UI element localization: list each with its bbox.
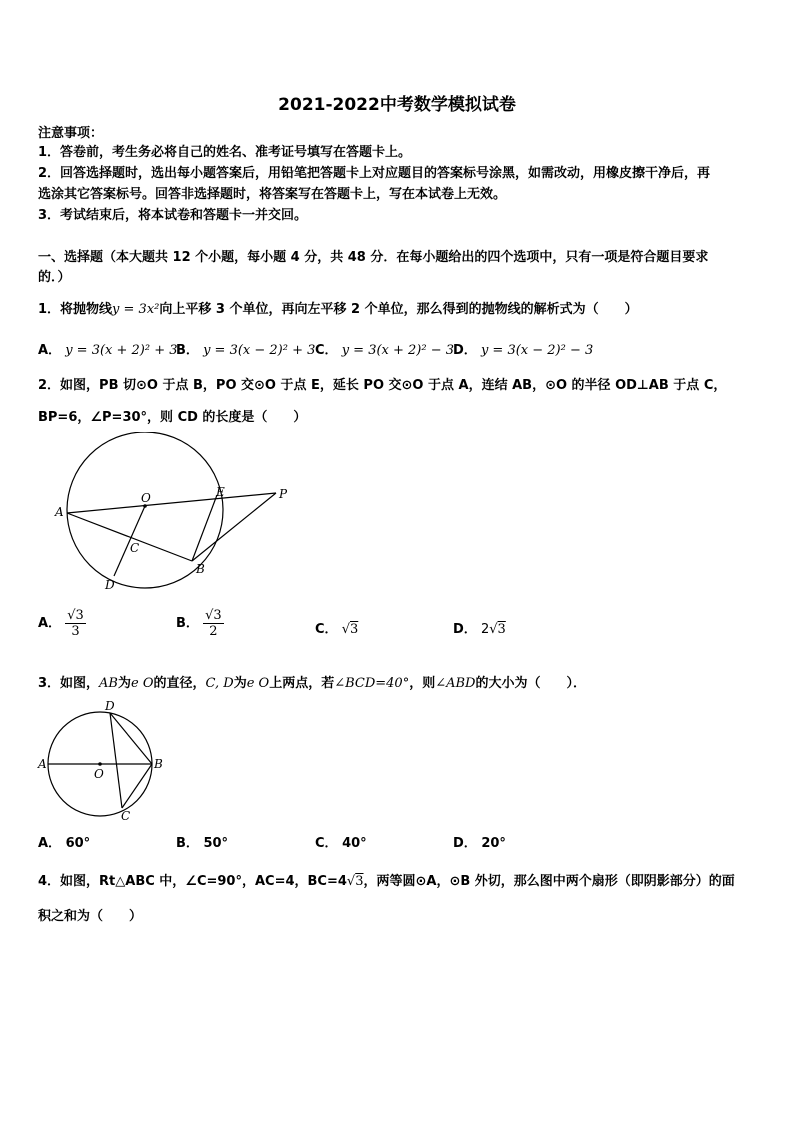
q2-option-a: A． $\frac{√3}{3}$	[38, 608, 84, 639]
q2-label-b: B	[196, 562, 205, 576]
question-2-stem-cont: BP=6，∠P=30°，则 CD 的长度是（ ）	[38, 410, 307, 425]
q2-figure	[50, 432, 300, 594]
notice-heading: 注意事项：	[38, 126, 104, 141]
question-1-stem	[38, 298, 638, 317]
notice-item-2-cont: 选涂其它答案标号。回答非选择题时，将答案写在答题卡上，写在本试卷上无效。	[38, 187, 507, 202]
q3-label-a: A	[38, 757, 47, 771]
q3-option-b: B． 50°	[176, 836, 229, 851]
question-4-stem-cont: 积之和为（ ）	[38, 909, 143, 924]
q1-post: 向上平移 3 个单位，再向左平移 2 个单位，那么得到的抛物线的解析式为（ ）	[159, 302, 638, 317]
q1-expr: y = 3x²	[112, 302, 160, 317]
q3-label-o: O	[94, 767, 104, 781]
q2-label-e: E	[216, 485, 225, 499]
q3-label-d: D	[105, 699, 115, 713]
section1-heading: 一、选择题（本大题共 12 个小题，每小题 4 分，共 48 分．在每小题给出的四个选项中，只有一项是符合题目要求	[38, 250, 709, 265]
q3-option-c: C． 40°	[315, 836, 367, 851]
q1-pre: 1．将抛物线	[38, 302, 113, 317]
question-4-stem: 4．如图，Rt△ABC 中，∠C=90°，AC=4，BC=4√3，两等圆⊙A，⊙B 外切，那么图中两个扇形（即阴影部分）的面	[38, 874, 735, 889]
q2-option-b: B． $\frac{√3}{2}$	[176, 608, 222, 639]
q1-option-a: A． y = 3(x + 2)² + 3	[38, 343, 178, 358]
q3-center-dot	[98, 762, 102, 766]
q1-option-c: C． y = 3(x + 2)² − 3	[315, 343, 455, 358]
q2-line-ap	[67, 493, 276, 513]
q3-label-c: C	[121, 809, 131, 823]
q3-option-a: A． 60°	[38, 836, 91, 851]
q3-line-dc	[110, 713, 122, 808]
q3-label-b: B	[154, 757, 163, 771]
q2-label-d: D	[105, 578, 115, 592]
question-2-stem: 2．如图，PB 切⊙O 于点 B，PO 交⊙O 于点 E，延长 PO 交⊙O 于点 A，连结 AB，⊙O 的半径 OD⊥AB 于点 C，	[38, 378, 727, 393]
q2-label-o: O	[141, 491, 151, 505]
question-3-stem: 3．如图，AB为e O的直径，C, D为e O上两点，若∠BCD=40°，则∠ABD的大小为（ ）．	[38, 676, 586, 691]
section1-heading-cont: 的．）	[38, 270, 71, 285]
q1-option-d: D． y = 3(x − 2)² − 3	[453, 343, 594, 358]
q2-option-c: C． √3	[315, 622, 359, 637]
notice-item-3: 3．考试结束后，将本试卷和答题卡一并交回。	[38, 208, 308, 223]
page-title: 2021-2022中考数学模拟试卷	[278, 95, 516, 115]
q3-figure	[35, 698, 170, 826]
q2-option-d: D． 2√3	[453, 622, 506, 637]
notice-item-2: 2．回答选择题时，选出每小题答案后，用铅笔把答题卡上对应题目的答案标号涂黑，如需改动，用橡皮擦干净后，再	[38, 166, 711, 181]
q2-label-a: A	[55, 505, 64, 519]
notice-item-1: 1．答卷前，考生务必将自己的姓名、准考证号填写在答题卡上。	[38, 145, 412, 160]
q3-option-d: D． 20°	[453, 836, 506, 851]
q2-label-c: C	[130, 541, 140, 555]
q1-option-b: B． y = 3(x − 2)² + 3	[176, 343, 316, 358]
q2-label-p: P	[279, 487, 288, 501]
